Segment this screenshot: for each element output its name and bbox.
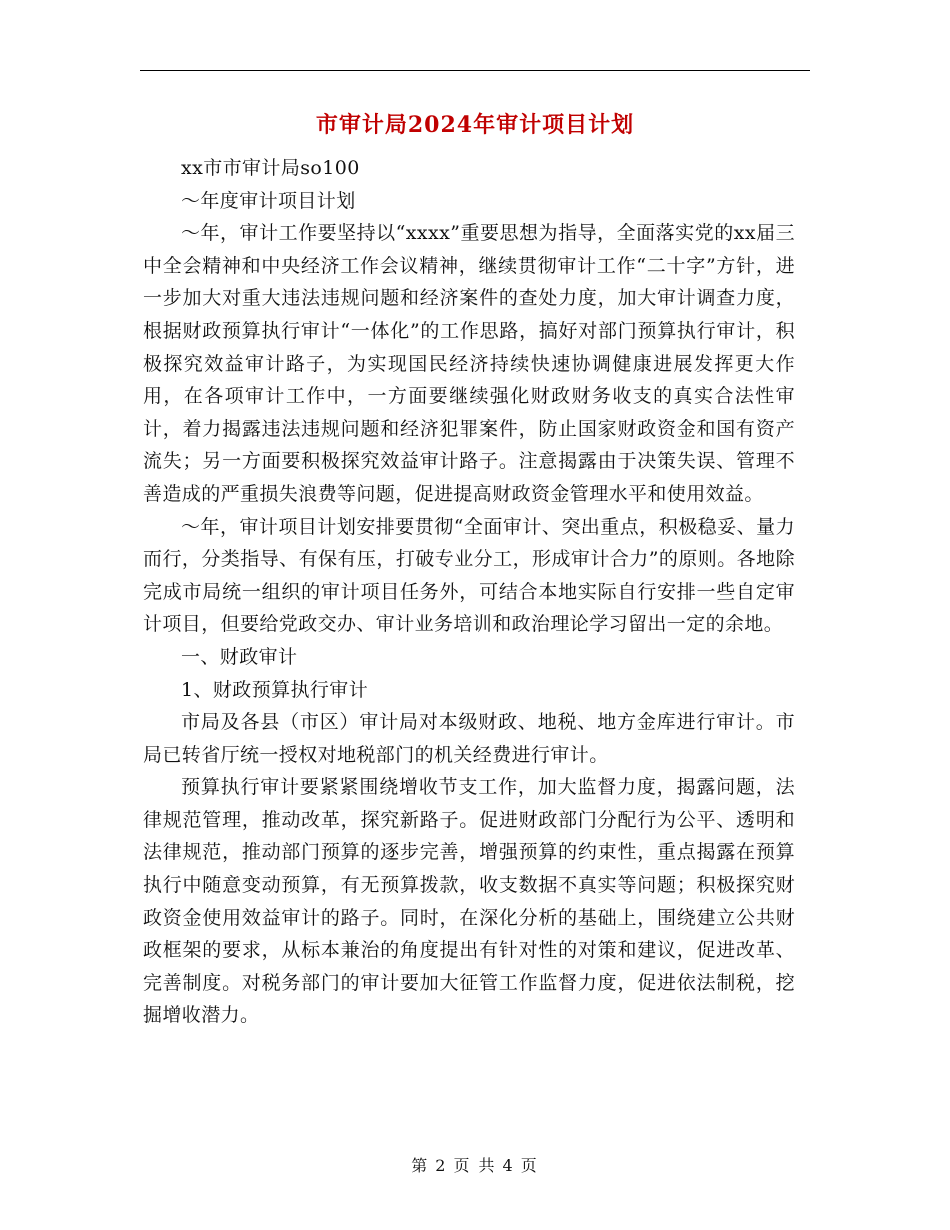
- paragraph-planning-principles: ～年，审计项目计划安排要贯彻“全面审计、突出重点，积极稳妥、量力而行，分类指导、有保有压，打破专业分工，形成审计合力”的原则。各地除完成市局统一组织的审计项目任务外，可结合本地实际自行安排一些自定审计项目，但要给党政交办、审计业务培训和政治理论学习留出一定的余地。: [143, 515, 795, 636]
- paragraph-budget-audit-focus: 预算执行审计要紧紧围绕增收节支工作，加大监督力度，揭露问题，法律规范管理，推动改革，探究新路子。促进财政部门分配行为公平、透明和法律规范，推动部门预算的逐步完善，增强预算的约束性，重点揭露在预算执行中随意变动预算，有无预算拨款，收支数据不真实等问题；积极探究财政资金使用效益审计的路子。同时，在深化分析的基础上，围绕建立公共财政框架的要求，从标本兼治的角度提出有针对性的对策和建议，促进改革、完善制度。对税务部门的审计要加大征管工作监督力度，促进依法制税，挖掘增收潜力。: [143, 776, 795, 1027]
- header-rule: [140, 70, 810, 71]
- footer-middle: 页 共: [453, 1156, 497, 1175]
- footer-suffix: 页: [520, 1156, 539, 1175]
- paragraph-author: xx市市审计局so100: [181, 157, 360, 179]
- page-footer: [0, 1153, 950, 1176]
- footer-page-total: 4: [502, 1156, 515, 1175]
- footer-prefix: 第: [411, 1156, 430, 1175]
- subsection-heading-budget-execution: 1、财政预算执行审计: [181, 678, 369, 701]
- section-heading-fiscal-audit: 一、财政审计: [181, 645, 298, 668]
- paragraph-subtitle: ～年度审计项目计划: [181, 189, 356, 212]
- paragraph-guiding-principles: ～年，审计工作要坚持以“xxxx”重要思想为指导，全面落实党的xx届三中全会精神和中央经济工作会议精神，继续贯彻审计工作“二十字”方针，进一步加大对重大违法违规问题和经济案件的查处力度，加大审计调查力度，根据财政预算执行审计“一体化”的工作思路，搞好对部门预算执行审计，积极探究效益审计路子，为实现国民经济持续快速协调健康进展发挥更大作用，在各项审计工作中，一方面要继续强化财政财务收支的真实合法性审计，着力揭露违法违规问题和经济犯罪案件，防止国家财政资金和国有资产流失；另一方面要积极探究效益审计路子。注意揭露由于决策失误、管理不善造成的严重损失浪费等问题，促进提高财政资金管理水平和使用效益。: [143, 222, 795, 505]
- paragraph-audit-scope: 市局及各县（市区）审计局对本级财政、地税、地方金库进行审计。市局已转省厅统一授权对地税部门的机关经费进行审计。: [143, 711, 795, 766]
- document-body: [143, 152, 795, 1032]
- footer-page-number: 2: [435, 1156, 448, 1175]
- document-title: 市审计局2024年审计项目计划: [315, 112, 635, 138]
